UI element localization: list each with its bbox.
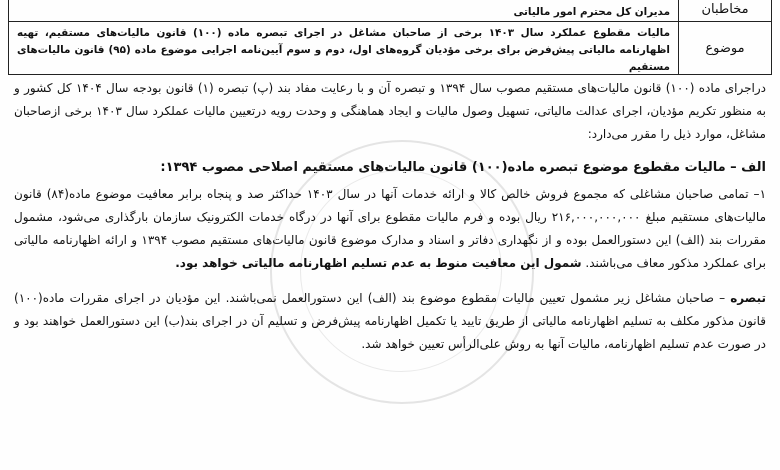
intro-paragraph: دراجرای ماده (۱۰۰) قانون مالیات‌های مستقیم مصوب سال ۱۳۹۴ و تبصره آن و با رعایت مفاد بند (پ) تبصره (۱) قانون بودجه سال ۱۴۰۴ کل کشور و به منظور تکریم مؤدیان، اجرای عدالت مالیاتی، تسهیل وصول مالیات و ایجاد هماهنگی و وحدت رویه درتعیین مالیات عملکرد سال ۱۴۰۳ برخی ازصاحبان مشاغل، موارد ذیل را مقرر می‌دارد: xyxy=(14,81,767,141)
addressee-row xyxy=(9,0,771,22)
addressee-label: مخاطبان xyxy=(678,0,771,21)
header-table xyxy=(8,0,772,75)
subject-label: موضوع xyxy=(678,22,771,74)
note-text: – صاحبان مشاغل زیر مشمول تعیین مالیات مقطوع موضوع بند (الف) این دستورالعمل نمی‌باشند. این مؤدیان در اجرای مقررات ماده(۱۰۰) قانون مذکور مکلف به تسلیم اظهارنامه مالیاتی از طریق تایید یا تکمیل اظهارنامه پیش‌فرض و تسلیم آن در اجرای بند(ب) این دستورالعمل خواهند بود و در صورت عدم تسلیم اظهارنامه، مالیات آنها به روش علی‌الرأس تعیین خواهد شد. xyxy=(14,291,766,351)
item-1-text: ۱– تمامی صاحبان مشاغلی که مجموع فروش خالص کالا و ارائه خدمات آنها در سال ۱۴۰۳ حداکثر صد و پنجاه برابر معافیت موضوع ماده(۸۴) قانون مالیات‌های مستقیم مبلغ ۲۱۶,۰۰۰,۰۰۰,۰۰۰ ریال بوده و فرم مالیات مقطوع برای آنها در درگاه خدمات الکترونیک سازمان بارگذاری می‌شود، مشمول مقررات بند (الف) این دستورالعمل بوده و از نگهداری دفاتر و اسناد و مدارک موضوع قانون مالیات‌های مستقیم مصوب ۱۳۹۴ و ارائه اظهارنامه مالیاتی برای عملکرد مذکور معاف می‌باشند. xyxy=(14,187,767,270)
addressee-value: مدیران کل محترم امور مالیاتی xyxy=(513,6,670,18)
subject-value: مالیات مقطوع عملکرد سال ۱۴۰۳ برخی از صاحبان مشاغل در اجرای تبصره ماده (۱۰۰) قانون مالیات‌های مستقیم، تهیه اظهارنامه مالیاتی پیش‌فرض برای برخی مؤدیان گروه‌های اول، دوم و سوم آیین‌نامه اجرایی موضوع ماده (۹۵) قانون مالیات‌های مستقیم xyxy=(17,27,671,73)
item-1-bold-text: شمول این معافیت منوط به عدم تسلیم اظهارنامه مالیاتی خواهد بود. xyxy=(175,256,582,270)
circular-body xyxy=(14,77,766,356)
note-paragraph xyxy=(14,287,766,356)
subject-row xyxy=(9,22,771,74)
note-label: تبصره xyxy=(730,291,766,305)
item-1-paragraph xyxy=(14,183,766,275)
section-a-heading: الف – مالیات مقطوع موضوع تبصره ماده(۱۰۰) قانون مالیات‌های مستقیم اصلاحی مصوب ۱۳۹۴: xyxy=(160,160,766,175)
